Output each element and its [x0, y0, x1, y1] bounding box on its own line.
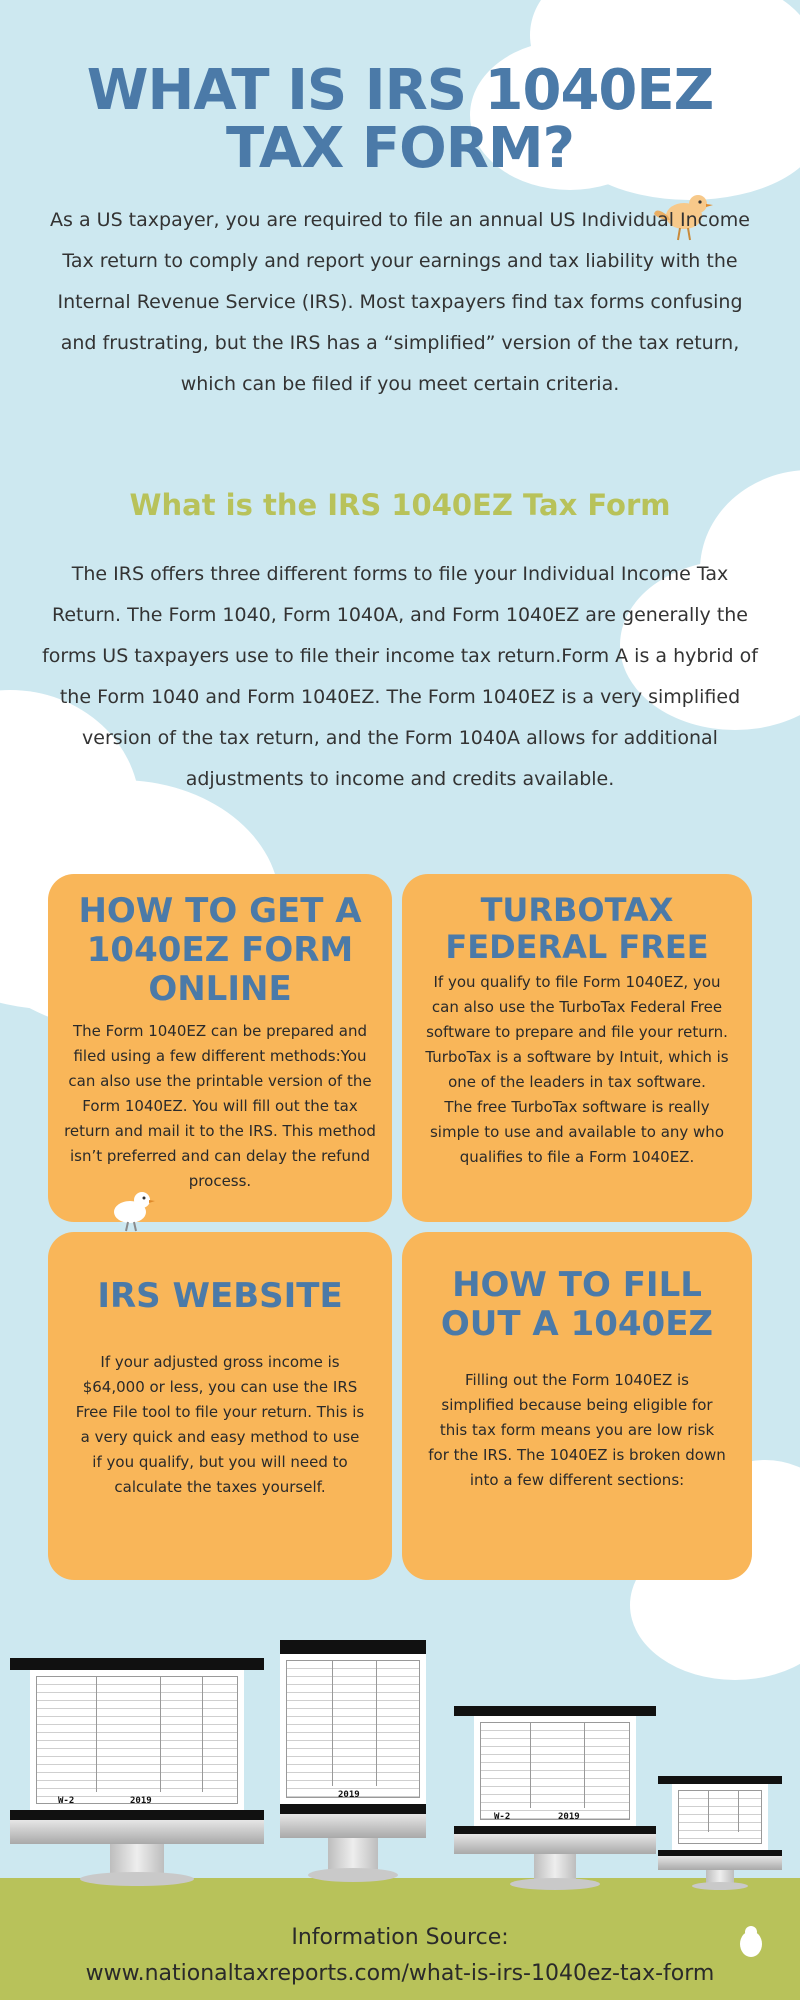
card-get-form-online: [48, 874, 392, 1222]
form-year: 2019: [338, 1790, 360, 1800]
intro-paragraph: As a US taxpayer, you are required to file an annual US Individual Income Tax return to comply and report your earnings and tax liability with the Internal Revenue Service (IRS). Most taxpayers find tax forms confusing and frustrating, but the IRS has a “simplified” version of the tax return, which can be filed if you meet certain criteria.: [50, 209, 750, 395]
card-title: HOW TO FILL OUT A 1040EZ: [440, 1265, 714, 1344]
card-body: If your adjusted gross income is $64,000 or less, you can use the IRS Free File tool to file your return. This is a very quick and easy method to use if you qualify, but you will need to calculate the taxes yourself.: [75, 1353, 365, 1496]
source-url[interactable]: www.nationaltaxreports.com/what-is-irs-1040ez-tax-form: [85, 1961, 715, 1986]
information-source: [0, 1920, 800, 1992]
card-title: TURBOTAX FEDERAL FREE: [445, 891, 709, 966]
card-body-continued: The free TurboTax software is really simple to use and available to any who qualifies to file a Form 1040EZ.: [429, 1098, 724, 1166]
monitor-w2-form: [280, 1640, 426, 1888]
form-year: 2019: [130, 1796, 152, 1806]
source-label: Information Source:: [291, 1925, 509, 1950]
card-title: IRS WEBSITE: [97, 1276, 343, 1316]
bird-icon: [106, 1188, 156, 1232]
card-body: The Form 1040EZ can be prepared and filed using a few different methods:You can also use the printable version of the Form 1040EZ. You will fill out the tax return and mail it to the IRS. This method isn’t preferred and can delay the refund process.: [64, 1022, 376, 1190]
monitor-w2-form: [10, 1658, 264, 1894]
form-label: W-2: [58, 1796, 75, 1806]
section-body: The IRS offers three different forms to file your Individual Income Tax Return. The Form 1040, Form 1040A, and Form 1040EZ are generally the forms US taxpayers use to file their income tax return.Form A is a hybrid of the Form 1040 and Form 1040EZ. The Form 1040EZ is a very simplified version of the tax return, and the Form 1040A allows for additional adjustments to income and credits available.: [42, 563, 758, 790]
section-subtitle: What is the IRS 1040EZ Tax Form: [129, 488, 671, 522]
card-irs-website: [48, 1232, 392, 1580]
card-how-to-fill-out: [402, 1232, 752, 1580]
page-title: WHAT IS IRS 1040EZ TAX FORM?: [86, 58, 714, 181]
monitor-w2-form: [454, 1706, 656, 1896]
form-year: 2019: [558, 1812, 580, 1822]
card-body: Filling out the Form 1040EZ is simplified because being eligible for this tax form means you are low risk for the IRS. The 1040EZ is broken down into a few different sections:: [428, 1371, 726, 1489]
monitor-w2-form: [658, 1776, 782, 1894]
card-turbotax-federal-free: [402, 874, 752, 1222]
card-body: If you qualify to file Form 1040EZ, you can also use the TurboTax Federal Free software to prepare and file your return. TurboTax is a software by Intuit, which is one of the leaders in tax software.: [425, 973, 729, 1091]
card-title: HOW TO GET A 1040EZ FORM ONLINE: [78, 891, 362, 1009]
form-label: W-2: [494, 1812, 511, 1822]
egg-icon: [738, 1924, 764, 1958]
